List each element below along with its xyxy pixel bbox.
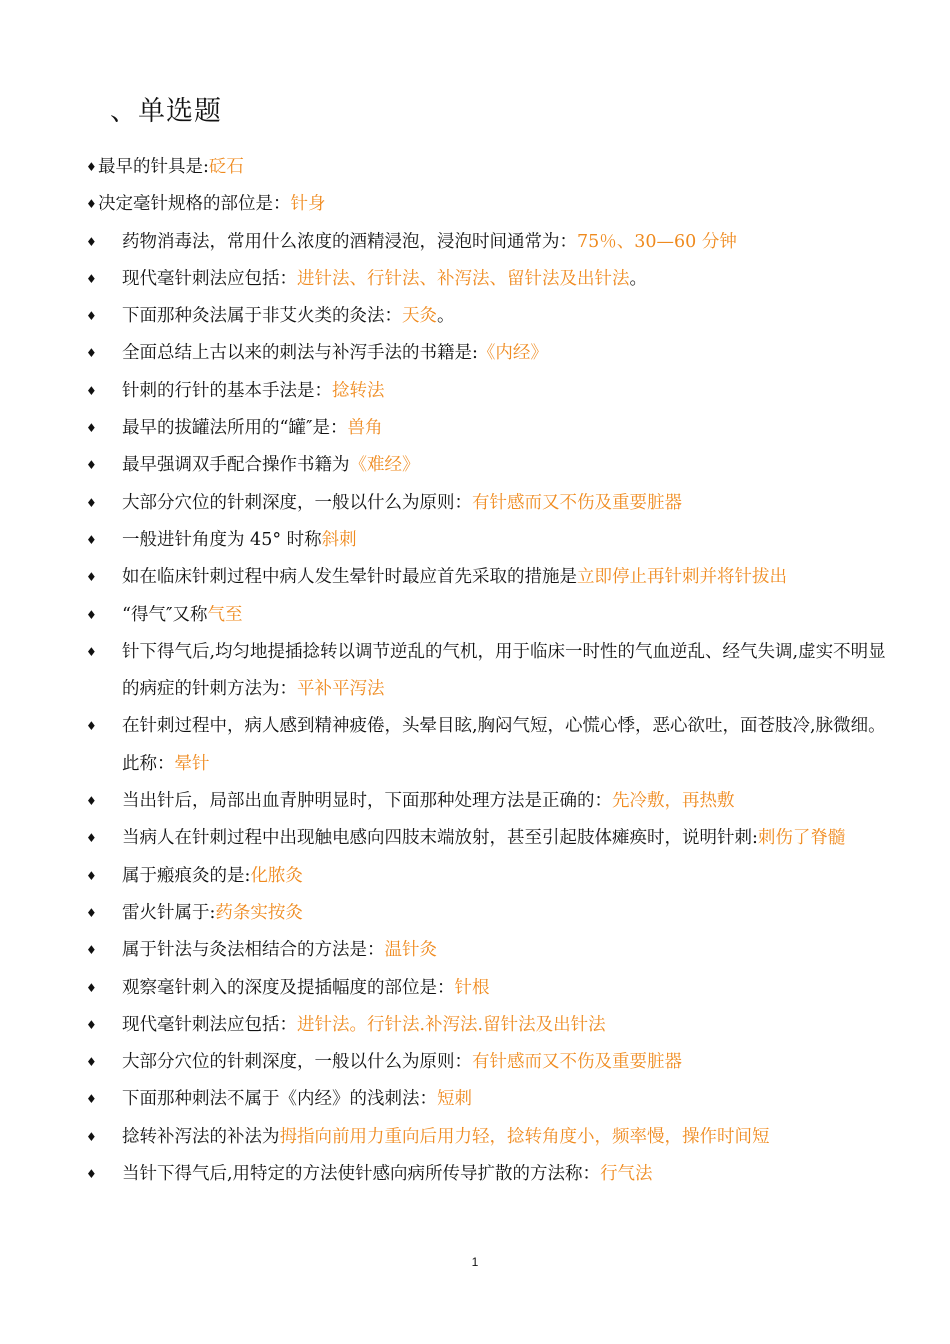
diamond-bullet-icon: ♦ (86, 607, 97, 622)
question-text: 针下得气后,均匀地提插捻转以调节逆乱的气机，用于临床一时性的气血逆乱、经气失调,虚实不明显的病症的针刺方法为： (122, 641, 886, 700)
list-item (86, 932, 886, 969)
diamond-bullet-icon: ♦ (86, 719, 97, 734)
diamond-bullet-icon: ♦ (86, 458, 97, 473)
diamond-bullet-icon: ♦ (86, 943, 97, 958)
diamond-bullet-icon: ♦ (86, 1055, 97, 1070)
list-item (86, 373, 886, 410)
list-item (86, 1044, 886, 1081)
diamond-bullet-icon: ♦ (86, 1017, 97, 1032)
list-item (86, 1007, 886, 1044)
question-list (86, 149, 886, 1193)
diamond-bullet-icon: ♦ (86, 197, 97, 212)
list-item (86, 597, 886, 634)
diamond-bullet-icon: ♦ (86, 1092, 97, 1107)
diamond-bullet-icon: ♦ (86, 346, 97, 361)
answer-text: 砭石 (208, 157, 244, 177)
question-text: 现代毫针刺法应包括： (122, 268, 297, 289)
answer-text: 斜刺 (321, 529, 357, 550)
diamond-bullet-icon: ♦ (86, 831, 97, 846)
answer-text: 行气法 (600, 1164, 653, 1185)
page-number: 1 (471, 1255, 479, 1269)
question-text: 全面总结上古以来的刺法与补泻手法的书籍是: (122, 343, 478, 364)
list-item (86, 895, 886, 932)
question-text: 当病人在针刺过程中出现触电感向四肢末端放射，甚至引起肢体瘫痪时，说明针刺: (122, 828, 758, 849)
answer-text: 有针感而又不伤及重要脏器 (472, 492, 682, 513)
answer-text: 拇指向前用力重向后用力轻，捻转角度小，频率慢，操作时间短 (279, 1126, 770, 1147)
diamond-bullet-icon: ♦ (86, 868, 97, 883)
question-text: 属于针法与灸法相结合的方法是： (122, 940, 385, 961)
answer-text: 天灸 (402, 306, 437, 327)
question-text: 针刺的行针的基本手法是： (122, 380, 332, 401)
answer-text: 《难经》 (349, 455, 420, 476)
answer-text: 进针法、行针法、补泻法、留针法及出针法 (297, 268, 630, 289)
question-suffix: 。 (437, 306, 455, 327)
section-heading: 、单选题 (110, 96, 222, 127)
answer-text: 温针灸 (384, 940, 437, 961)
question-text: 当针下得气后,用特定的方法使针感向病所传导扩散的方法称： (122, 1164, 601, 1185)
answer-text: 平补平泻法 (297, 679, 385, 700)
list-item (86, 858, 886, 895)
question-text: 捻转补泻法的补法为 (122, 1126, 280, 1147)
answer-text: 立即停止再针刺并将针拔出 (577, 567, 787, 588)
diamond-bullet-icon: ♦ (86, 383, 97, 398)
diamond-bullet-icon: ♦ (86, 271, 97, 286)
question-suffix: 。 (629, 268, 647, 289)
question-text: 最早强调双手配合操作书籍为 (122, 455, 350, 476)
list-item (86, 261, 886, 298)
answer-text: 捻转法 (332, 380, 385, 401)
list-item (86, 820, 886, 857)
list-item (86, 485, 886, 522)
question-text: 现代毫针刺法应包括： (122, 1014, 297, 1035)
answer-text: 短刺 (437, 1089, 472, 1110)
answer-text: 晕针 (174, 753, 210, 774)
answer-text: 《内经》 (477, 343, 548, 364)
question-text: 最早的针具是: (98, 157, 209, 177)
question-text: 如在临床针刺过程中病人发生晕针时最应首先采取的措施是 (122, 567, 577, 588)
question-text: 当出针后，局部出血青肿明显时，下面那种处理方法是正确的： (122, 791, 612, 812)
diamond-bullet-icon: ♦ (86, 905, 97, 920)
question-text: 下面那种灸法属于非艾火类的灸法： (122, 306, 402, 327)
question-text: 药物消毒法，常用什么浓度的酒精浸泡，浸泡时间通常为： (122, 231, 577, 252)
answer-text: 气至 (207, 604, 243, 625)
question-text: 雷火针属于: (122, 902, 216, 923)
list-item (86, 1156, 886, 1193)
answer-text: 针身 (290, 194, 326, 215)
diamond-bullet-icon: ♦ (86, 570, 97, 585)
question-text: 属于瘢痕灸的是: (122, 865, 251, 886)
question-text: 大部分穴位的针刺深度，一般以什么为原则： (122, 1052, 472, 1073)
diamond-bullet-icon: ♦ (86, 1167, 97, 1182)
answer-text: 有针感而又不伤及重要脏器 (472, 1052, 682, 1073)
question-text: 下面那种刺法不属于《内经》的浅刺法： (122, 1089, 437, 1110)
diamond-bullet-icon: ♦ (86, 980, 97, 995)
answer-text: 75％、30—60 分钟 (577, 231, 737, 252)
list-item (86, 970, 886, 1007)
list-item (86, 522, 886, 559)
list-item (86, 1119, 886, 1156)
list-item (86, 559, 886, 596)
question-text: 在针刺过程中，病人感到精神疲倦，头晕目眩,胸闷气短，心慌心悸，恶心欲吐，面苍肢冷,脉微细。此称： (122, 716, 886, 774)
list-item (86, 634, 886, 709)
list-item (86, 783, 886, 820)
question-text: “得气″又称 (122, 604, 208, 625)
answer-text: 先冷敷，再热敷 (612, 791, 735, 812)
list-item (86, 1081, 886, 1118)
list-item (86, 149, 886, 186)
list-item (86, 298, 886, 335)
question-text: 观察毫针刺入的深度及提插幅度的部位是： (122, 977, 455, 998)
list-item (86, 224, 886, 261)
answer-text: 刺伤了脊髓 (757, 828, 846, 849)
diamond-bullet-icon: ♦ (86, 421, 97, 436)
diamond-bullet-icon: ♦ (86, 160, 97, 174)
answer-text: 兽角 (347, 418, 383, 439)
diamond-bullet-icon: ♦ (86, 234, 97, 249)
answer-text: 药条实按灸 (215, 902, 303, 923)
diamond-bullet-icon: ♦ (86, 495, 97, 510)
list-item (86, 186, 886, 223)
answer-text: 化脓灸 (250, 865, 303, 886)
diamond-bullet-icon: ♦ (86, 644, 97, 659)
list-item (86, 335, 886, 372)
question-text: 决定毫针规格的部位是： (98, 194, 291, 215)
answer-text: 针根 (454, 977, 490, 998)
diamond-bullet-icon: ♦ (86, 794, 97, 809)
question-text: 大部分穴位的针刺深度，一般以什么为原则： (122, 492, 472, 513)
question-text: 最早的拔罐法所用的“罐″是： (122, 418, 348, 439)
diamond-bullet-icon: ♦ (86, 532, 97, 547)
answer-text: 进针法。行针法.补泻法.留针法及出针法 (297, 1014, 606, 1035)
list-item (86, 447, 886, 484)
list-item (86, 410, 886, 447)
question-text: 一般进针角度为 45° 时称 (122, 529, 322, 550)
diamond-bullet-icon: ♦ (86, 1129, 97, 1144)
list-item (86, 708, 886, 783)
diamond-bullet-icon: ♦ (86, 309, 97, 324)
